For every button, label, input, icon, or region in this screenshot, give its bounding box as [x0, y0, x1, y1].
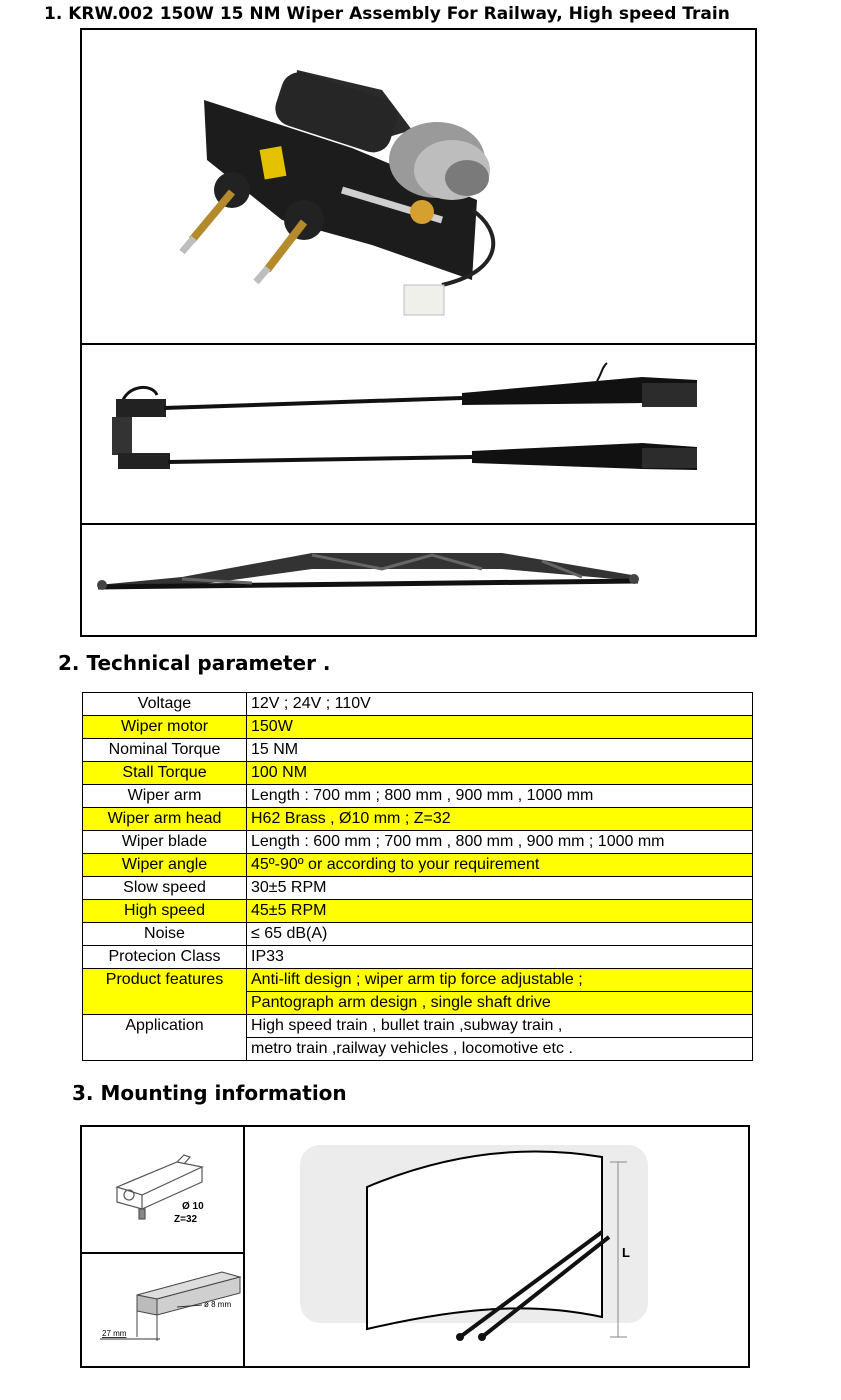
- param-row-product-features: Product features Anti-lift design ; wiper arm tip force adjustable ;: [83, 969, 753, 992]
- offset-label: 27 mm: [102, 1329, 127, 1338]
- param-row-wiper-angle: Wiper angle 45º-90º or according to your requirement: [83, 854, 753, 877]
- section-1-title: 1. KRW.002 150W 15 NM Wiper Assembly For Railway, High speed Train: [44, 4, 730, 24]
- mounting-diagram: [80, 1125, 750, 1368]
- param-row-voltage: Voltage 12V ; 24V ; 110V: [83, 693, 753, 716]
- param-row-nominal-torque: Nominal Torque 15 NM: [83, 739, 753, 762]
- head-diameter-label: Ø 10: [182, 1201, 204, 1212]
- wiper-motor-photo: [80, 28, 757, 345]
- param-row-slow-speed: Slow speed 30±5 RPM: [83, 877, 753, 900]
- param-row-application-2: metro train ,railway vehicles , locomotive etc .: [83, 1038, 753, 1061]
- param-row-wiper-arm: Wiper arm Length : 700 mm ; 800 mm , 900 mm , 1000 mm: [83, 785, 753, 808]
- param-row-noise: Noise ≤ 65 dB(A): [83, 923, 753, 946]
- param-row-protection-class: Protecion Class IP33: [83, 946, 753, 969]
- windshield-outline: [367, 1151, 602, 1329]
- param-row-wiper-arm-head: Wiper arm head H62 Brass , Ø10 mm ; Z=32: [83, 808, 753, 831]
- section-2-title: 2. Technical parameter .: [58, 651, 331, 675]
- param-row-application: Application High speed train , bullet train ,subway train ,: [83, 1015, 753, 1038]
- param-row-product-features-2: Pantograph arm design , single shaft drive: [83, 992, 753, 1015]
- wiper-arm-photo: [80, 343, 757, 525]
- param-row-high-speed: High speed 45±5 RPM: [83, 900, 753, 923]
- section-3-title: 3. Mounting information: [72, 1081, 347, 1105]
- wiper-blade-photo: [80, 523, 757, 637]
- teeth-label: Z=32: [174, 1214, 198, 1225]
- param-row-wiper-motor: Wiper motor 150W: [83, 716, 753, 739]
- param-row-stall-torque: Stall Torque 100 NM: [83, 762, 753, 785]
- technical-parameter-table: [82, 692, 753, 1061]
- param-row-wiper-blade: Wiper blade Length : 600 mm ; 700 mm , 800 mm , 900 mm ; 1000 mm: [83, 831, 753, 854]
- length-label: L: [622, 1245, 630, 1260]
- hole-diameter-label: ø 8 mm: [204, 1300, 232, 1309]
